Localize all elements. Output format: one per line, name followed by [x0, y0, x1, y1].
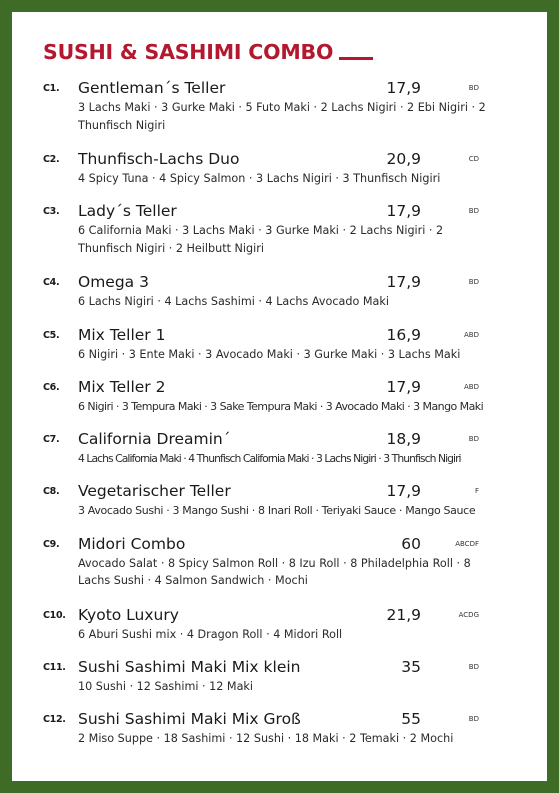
item-name: California Dreamin´	[78, 430, 231, 449]
item-allergens: BD	[468, 663, 479, 672]
item-code: C6.	[43, 381, 60, 393]
item-allergens: BD	[468, 278, 479, 287]
item-code: C9.	[43, 538, 60, 550]
item-price: 17,9	[386, 202, 421, 221]
menu-item	[43, 605, 523, 657]
section-header	[43, 40, 373, 64]
item-name: Sushi Sashimi Maki Mix klein	[78, 658, 301, 677]
item-price: 17,9	[386, 79, 421, 97]
item-description: Avocado Salat · 8 Spicy Salmon Roll · 8 Izu Roll · 8 Philadelphia Roll · 8 Lachs Sushi · 4 Salmon Sandwich · Mochi	[78, 556, 471, 588]
item-description: 2 Miso Suppe · 18 Sashimi · 12 Sushi · 18 Maki · 2 Temaki · 2 Mochi	[78, 732, 454, 746]
menu-item	[43, 201, 523, 272]
item-allergens: CD	[468, 155, 479, 163]
item-code: C2.	[43, 154, 60, 165]
item-code: C5.	[43, 329, 60, 341]
item-name: Omega 3	[78, 273, 149, 292]
item-price: 20,9	[386, 150, 421, 168]
menu-item	[43, 481, 523, 533]
menu-item	[43, 272, 523, 324]
menu-item	[43, 534, 523, 605]
item-code: C4.	[43, 277, 60, 289]
item-code: C8.	[43, 486, 60, 498]
item-allergens: ACDG	[458, 610, 479, 619]
item-allergens: BD	[468, 435, 479, 444]
item-price: 60	[401, 534, 421, 553]
item-code: C12.	[43, 714, 66, 726]
item-description: 6 Nigiri · 3 Tempura Maki · 3 Sake Tempura Maki · 3 Avocado Maki · 3 Mango Maki	[78, 399, 484, 413]
item-code: C11.	[43, 662, 66, 674]
item-name: Sushi Sashimi Maki Mix Groß	[78, 710, 301, 729]
item-price: 21,9	[386, 605, 421, 624]
item-price: 17,9	[386, 377, 421, 396]
item-price: 17,9	[386, 273, 421, 292]
item-name: Lady´s Teller	[78, 202, 177, 221]
menu-item	[43, 78, 523, 149]
item-code: C1.	[43, 83, 60, 94]
item-code: C3.	[43, 206, 60, 218]
menu-item	[43, 429, 523, 481]
item-price: 55	[401, 710, 421, 729]
item-allergens: ABCDF	[455, 539, 479, 548]
item-allergens: BD	[468, 715, 479, 724]
item-name: Mix Teller 1	[78, 325, 166, 344]
section-title: SUSHI & SASHIMI COMBO	[43, 40, 334, 64]
item-name: Gentleman´s Teller	[78, 79, 226, 97]
menu-item	[43, 149, 523, 201]
item-code: C10.	[43, 609, 66, 621]
item-description: 6 Aburi Sushi mix · 4 Dragon Roll · 4 Midori Roll	[78, 627, 343, 641]
menu-item-list	[43, 78, 523, 762]
item-price: 35	[401, 658, 421, 677]
item-allergens: BD	[468, 207, 479, 216]
item-description: 6 Nigiri · 3 Ente Maki · 3 Avocado Maki · 3 Gurke Maki · 3 Lachs Maki	[78, 347, 461, 361]
item-allergens: BD	[468, 84, 479, 92]
item-name: Mix Teller 2	[78, 377, 166, 396]
item-description: 3 Lachs Maki · 3 Gurke Maki · 5 Futo Maki · 2 Lachs Nigiri · 2 Ebi Nigiri · 2 Thunfisch Nigiri	[78, 101, 486, 132]
item-description: 10 Sushi · 12 Sashimi · 12 Maki	[78, 680, 254, 694]
item-code: C7.	[43, 434, 60, 446]
item-allergens: ABD	[464, 330, 479, 339]
item-name: Midori Combo	[78, 534, 186, 553]
menu-item	[43, 709, 523, 761]
menu-item	[43, 325, 523, 377]
item-description: 6 Lachs Nigiri · 4 Lachs Sashimi · 4 Lachs Avocado Maki	[78, 295, 389, 309]
menu-item	[43, 657, 523, 709]
item-description: 4 Lachs California Maki · 4 Thunfisch California Maki · 3 Lachs Nigiri · 3 Thunfisch Nigiri	[78, 452, 461, 466]
item-name: Vegetarischer Teller	[78, 482, 231, 501]
item-price: 18,9	[386, 430, 421, 449]
item-price: 17,9	[386, 482, 421, 501]
item-name: Thunfisch-Lachs Duo	[78, 150, 240, 168]
item-allergens: ABD	[464, 382, 479, 391]
item-allergens: F	[474, 487, 479, 496]
title-underline-rule	[339, 57, 373, 60]
item-description: 4 Spicy Tuna · 4 Spicy Salmon · 3 Lachs Nigiri · 3 Thunfisch Nigiri	[78, 172, 441, 185]
item-name: Kyoto Luxury	[78, 605, 179, 624]
item-price: 16,9	[386, 325, 421, 344]
item-description: 3 Avocado Sushi · 3 Mango Sushi · 8 Inari Roll · Teriyaki Sauce · Mango Sauce	[78, 504, 476, 518]
menu-item	[43, 377, 523, 429]
item-description: 6 California Maki · 3 Lachs Maki · 3 Gurke Maki · 2 Lachs Nigiri · 2 Thunfisch Nigiri · 2 Heilbutt Nigiri	[78, 224, 444, 255]
menu-page	[12, 12, 547, 781]
